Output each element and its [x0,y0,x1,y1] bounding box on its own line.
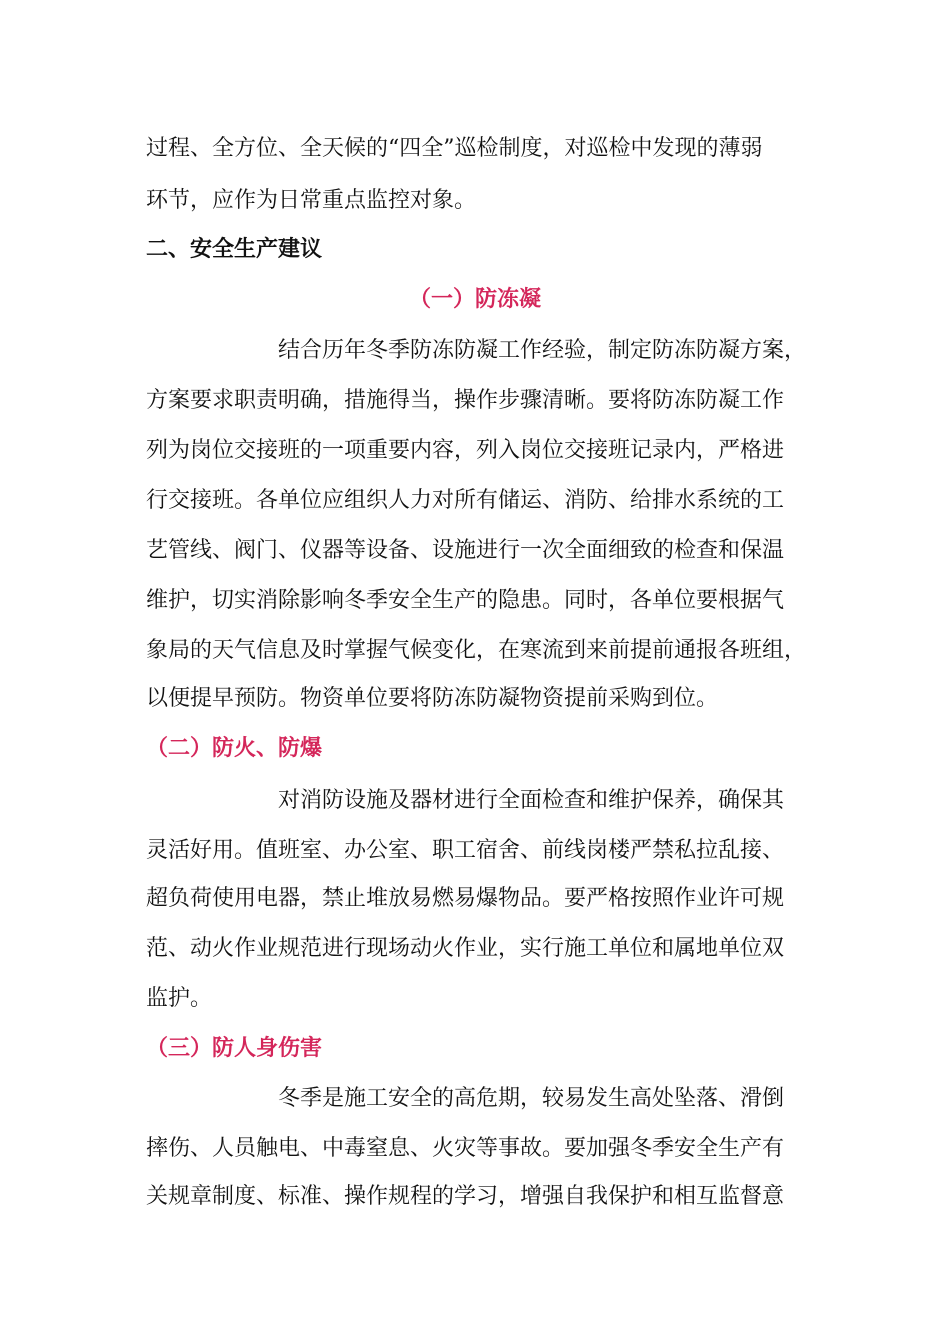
anti-freeze-line-3: 列为岗位交接班的一项重要内容，列入岗位交接班记录内，严格进 [146,438,785,463]
section-heading-safety-advice: 二、安全生产建议 [146,237,323,262]
fire-line-3: 超负荷使用电器，禁止堆放易燃易爆物品。要严格按照作业许可规 [146,886,785,911]
injury-line-3: 关规章制度、标准、操作规程的学习，增强自我保护和相互监督意 [146,1184,785,1209]
anti-freeze-line-4: 行交接班。各单位应组织人力对所有储运、消防、给排水系统的工 [146,488,785,513]
intro-line-1: 过程、全方位、全天候的“四全”巡检制度，对巡检中发现的薄弱 [146,136,763,161]
fire-line-4: 范、动火作业规范进行现场动火作业，实行施工单位和属地单位双 [146,936,785,961]
anti-freeze-line-8: 以便提早预防。物资单位要将防冻防凝物资提前采购到位。 [146,686,719,711]
fire-line-1: 对消防设施及器材进行全面检查和维护保养，确保其 [278,788,785,813]
subheading-anti-freeze: （一）防冻凝 [408,287,541,312]
anti-freeze-line-2: 方案要求职责明确，措施得当，操作步骤清晰。要将防冻防凝工作 [146,388,785,413]
injury-line-1: 冬季是施工安全的高危期，较易发生高处坠落、滑倒 [278,1086,785,1111]
subheading-fire-explosion: （二）防火、防爆 [146,736,323,761]
anti-freeze-line-5: 艺管线、阀门、仪器等设备、设施进行一次全面细致的检查和保温 [146,538,785,563]
anti-freeze-line-7: 象局的天气信息及时掌握气候变化，在寒流到来前提前通报各班组， [146,638,807,663]
anti-freeze-line-6: 维护，切实消除影响冬季安全生产的隐患。同时，各单位要根据气 [146,588,785,613]
fire-line-5: 监护。 [146,986,213,1011]
anti-freeze-line-1: 结合历年冬季防冻防凝工作经验，制定防冻防凝方案， [278,338,807,363]
injury-line-2: 摔伤、人员触电、中毒窒息、火灾等事故。要加强冬季安全生产有 [146,1136,785,1161]
fire-line-2: 灵活好用。值班室、办公室、职工宿舍、前线岗楼严禁私拉乱接、 [146,838,785,863]
intro-line-2: 环节，应作为日常重点监控对象。 [146,188,477,213]
subheading-personal-injury: （三）防人身伤害 [146,1036,323,1061]
